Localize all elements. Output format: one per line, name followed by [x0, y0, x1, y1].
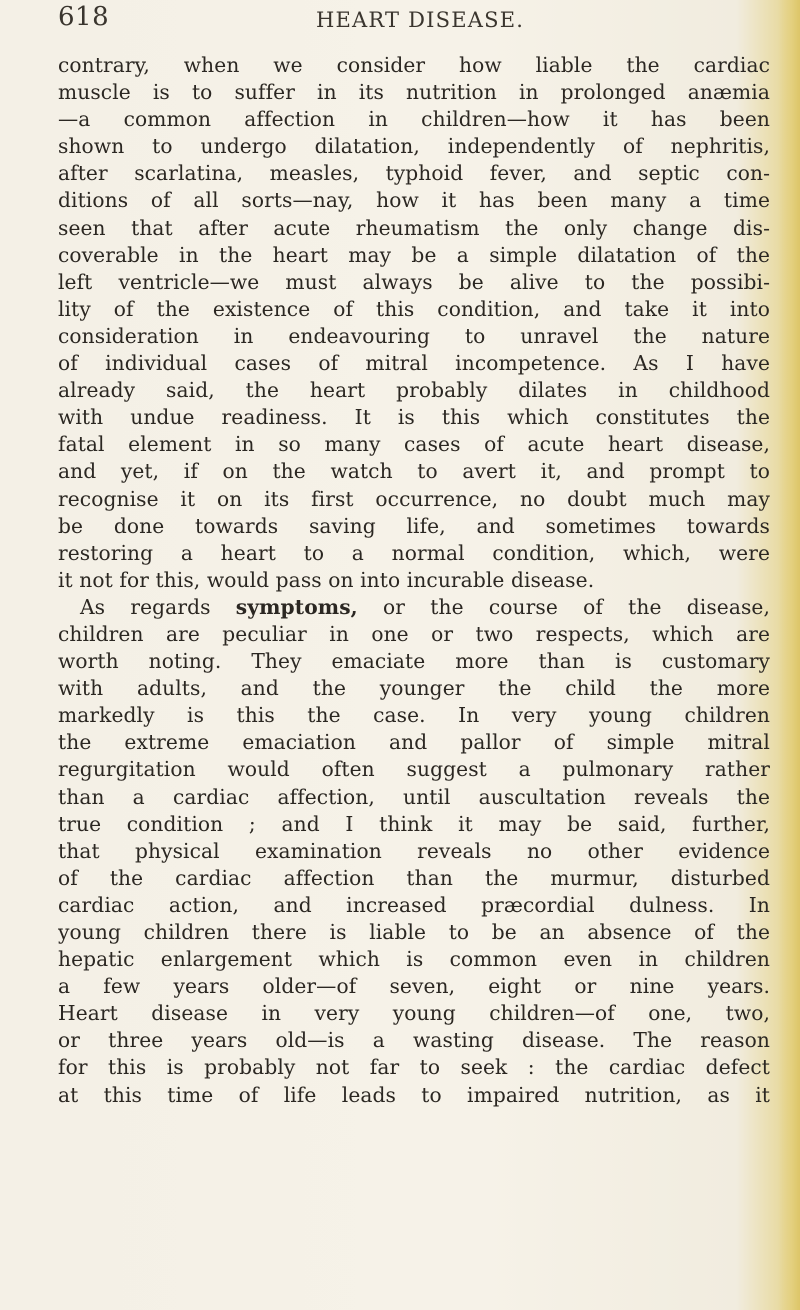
text-line: already said, the heart probably dilates in childhood [58, 378, 770, 403]
text-line: left ventricle—we must always be alive to the possibi- [58, 269, 770, 294]
text-line: shown to undergo dilatation, independently of nephritis, [58, 134, 770, 159]
text-line: worth noting. They emaciate more than is customary [58, 649, 770, 674]
text-line: or three years old—is a wasting disease. The reason [58, 1028, 770, 1053]
page-number: 618 [58, 2, 110, 32]
text-line: than a cardiac affection, until auscultation reveals the [58, 784, 770, 809]
text-line: it not for this, would pass on into incurable disease. [58, 567, 595, 592]
text-line: be done towards saving life, and sometimes towards [58, 513, 770, 538]
text-line: that physical examination reveals no other evidence [58, 838, 770, 863]
bold-term: symptoms, [235, 594, 358, 619]
paragraph-first-line [58, 594, 770, 621]
text-line: —a common affection in children—how it has been [58, 107, 770, 132]
text-line: cardiac action, and increased præcordial dulness. In [58, 892, 770, 917]
text-line: with undue readiness. It is this which constitutes the [58, 405, 770, 430]
page-edge-discoloration [778, 0, 800, 1310]
page-header [58, 4, 758, 34]
text-line: restoring a heart to a normal condition, which, were [58, 540, 770, 565]
text-line: of the cardiac affection than the murmur, disturbed [58, 865, 770, 890]
body-text [58, 52, 770, 1109]
text-line: and yet, if on the watch to avert it, and prompt to [58, 459, 770, 484]
text-line: for this is probably not far to seek : the cardiac defect [58, 1055, 770, 1080]
text-line: young children there is liable to be an absence of the [58, 920, 770, 944]
text-line: of individual cases of mitral incompetence. As I have [58, 351, 770, 376]
text-line: hepatic enlargement which is common even in children [58, 947, 770, 972]
text-line: seen that after acute rheumatism the only change dis- [58, 215, 770, 240]
text-line: muscle is to suffer in its nutrition in prolonged anæmia [58, 80, 770, 105]
text-line: at this time of life leads to impaired nutrition, as it [58, 1082, 770, 1107]
text-line: the extreme emaciation and pallor of simple mitral [58, 730, 770, 755]
first-line-rest: or the course of the disease, [383, 594, 770, 619]
text-line: lity of the existence of this condition, and take it into [58, 296, 770, 321]
running-head: HEART DISEASE. [316, 8, 525, 32]
text-line: markedly is this the case. In very young children [58, 703, 770, 728]
text-line: after scarlatina, measles, typhoid fever, and septic con- [58, 161, 770, 186]
lead-in-text: As regards [80, 594, 211, 619]
text-line: contrary, when we consider how liable the cardiac [58, 53, 770, 77]
text-line: with adults, and the younger the child the more [58, 676, 770, 701]
text-line: recognise it on its first occurrence, no doubt much may [58, 486, 770, 511]
text-line: regurgitation would often suggest a pulmonary rather [58, 757, 770, 782]
text-line: consideration in endeavouring to unravel the nature [58, 323, 770, 348]
text-line: coverable in the heart may be a simple dilatation of the [58, 242, 770, 267]
text-line: ditions of all sorts—nay, how it has been many a time [58, 188, 770, 213]
text-line: true condition ; and I think it may be said, further, [58, 811, 770, 836]
text-line: a few years older—of seven, eight or nine years. [58, 974, 770, 999]
text-line: Heart disease in very young children—of one, two, [58, 1001, 770, 1026]
text-line: fatal element in so many cases of acute heart disease, [58, 432, 770, 457]
text-line: children are peculiar in one or two respects, which are [58, 621, 770, 646]
